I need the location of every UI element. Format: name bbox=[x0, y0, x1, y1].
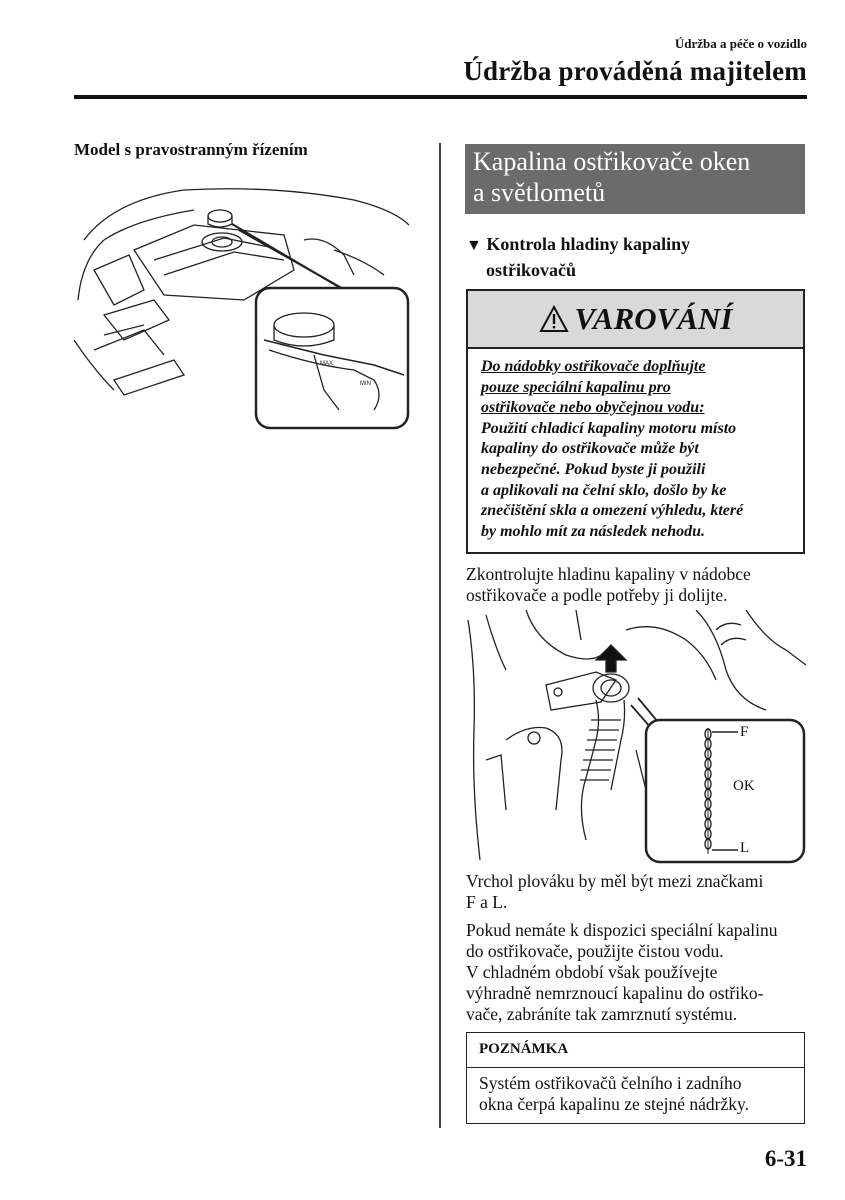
chapter-label: Údržba a péče o vozidlo bbox=[674, 36, 807, 51]
subheading-line1: Kontrola hladiny kapaliny bbox=[486, 234, 691, 254]
warning-title: VAROVÁNÍ bbox=[574, 301, 733, 336]
warning-body-line: Použití chladicí kapaliny motoru místo bbox=[481, 419, 737, 437]
svg-text:MAX: MAX bbox=[320, 361, 334, 367]
paragraph-line: Zkontrolujte hladinu kapaliny v nádobce bbox=[466, 564, 751, 584]
note-line: Systém ostřikovačů čelního i zadního bbox=[479, 1073, 742, 1093]
warning-body-line: kapaliny do ostřikovače může být bbox=[481, 440, 699, 458]
paragraph-line: do ostřikovače, použijte čistou vodu. bbox=[466, 941, 724, 961]
page-number: 6-31 bbox=[764, 1146, 807, 1171]
paragraph-line: Vrchol plováku by měl být mezi značkami bbox=[466, 871, 764, 891]
section-title-box bbox=[465, 144, 805, 214]
warning-header bbox=[468, 291, 803, 349]
label-low: L bbox=[740, 840, 750, 856]
note-line: okna čerpá kapalinu ze stejné nádržky. bbox=[479, 1094, 749, 1114]
paragraph-line: Pokud nemáte k dispozici speciální kapalinu bbox=[466, 920, 778, 940]
paragraph-line: ostřikovače a podle potřeby ji dolijte. bbox=[466, 585, 728, 605]
paragraph-line: F a L. bbox=[466, 892, 508, 912]
paragraph-line: výhradně nemrznoucí kapalinu do ostřiko- bbox=[466, 983, 764, 1003]
page-title: Údržba prováděná majitelem bbox=[463, 56, 807, 86]
paragraph-line: vače, zabráníte tak zamrznutí systému. bbox=[466, 1004, 738, 1024]
header-rule bbox=[74, 95, 807, 99]
section-title-line1: Kapalina ostřikovače oken bbox=[473, 147, 751, 176]
check-level-paragraph bbox=[466, 564, 751, 606]
paragraph-line: V chladném období však používejte bbox=[466, 962, 718, 982]
note-box bbox=[466, 1032, 805, 1124]
fluid-level-illustration bbox=[466, 610, 808, 865]
warning-body bbox=[468, 349, 803, 542]
warning-underlined-line: Do nádobky ostřikovače doplňujte bbox=[481, 358, 706, 375]
warning-body-line: nebezpečné. Pokud byste ji použili bbox=[481, 460, 706, 478]
subheading-line2: ostřikovačů bbox=[486, 260, 576, 280]
warning-body-line: a aplikovali na čelní sklo, došlo by ke bbox=[481, 481, 727, 499]
warning-body-line: znečištění skla a omezení výhledu, které bbox=[481, 502, 744, 520]
triangle-down-icon: ▼ bbox=[466, 237, 482, 254]
float-level-paragraph bbox=[466, 871, 763, 913]
warning-body-line: by mohlo mít za následek nehodu. bbox=[481, 522, 706, 540]
note-title: POZNÁMKA bbox=[467, 1033, 804, 1068]
antifreeze-paragraph bbox=[466, 920, 778, 1025]
subheading bbox=[466, 232, 690, 282]
section-title-line2: a světlometů bbox=[473, 178, 606, 207]
engine-bay-illustration bbox=[74, 180, 414, 430]
label-full: F bbox=[740, 724, 749, 740]
warning-underlined-line: pouze speciální kapalinu pro bbox=[481, 378, 671, 396]
warning-underlined-line: ostřikovače nebo obyčejnou vodu: bbox=[481, 399, 705, 417]
label-ok: OK bbox=[733, 778, 755, 794]
left-heading: Model s pravostranným řízením bbox=[74, 140, 308, 159]
note-body bbox=[467, 1068, 804, 1120]
column-divider bbox=[439, 143, 441, 1128]
warning-box bbox=[466, 289, 805, 554]
warning-triangle-icon bbox=[539, 305, 569, 333]
svg-text:MIN: MIN bbox=[360, 381, 371, 387]
